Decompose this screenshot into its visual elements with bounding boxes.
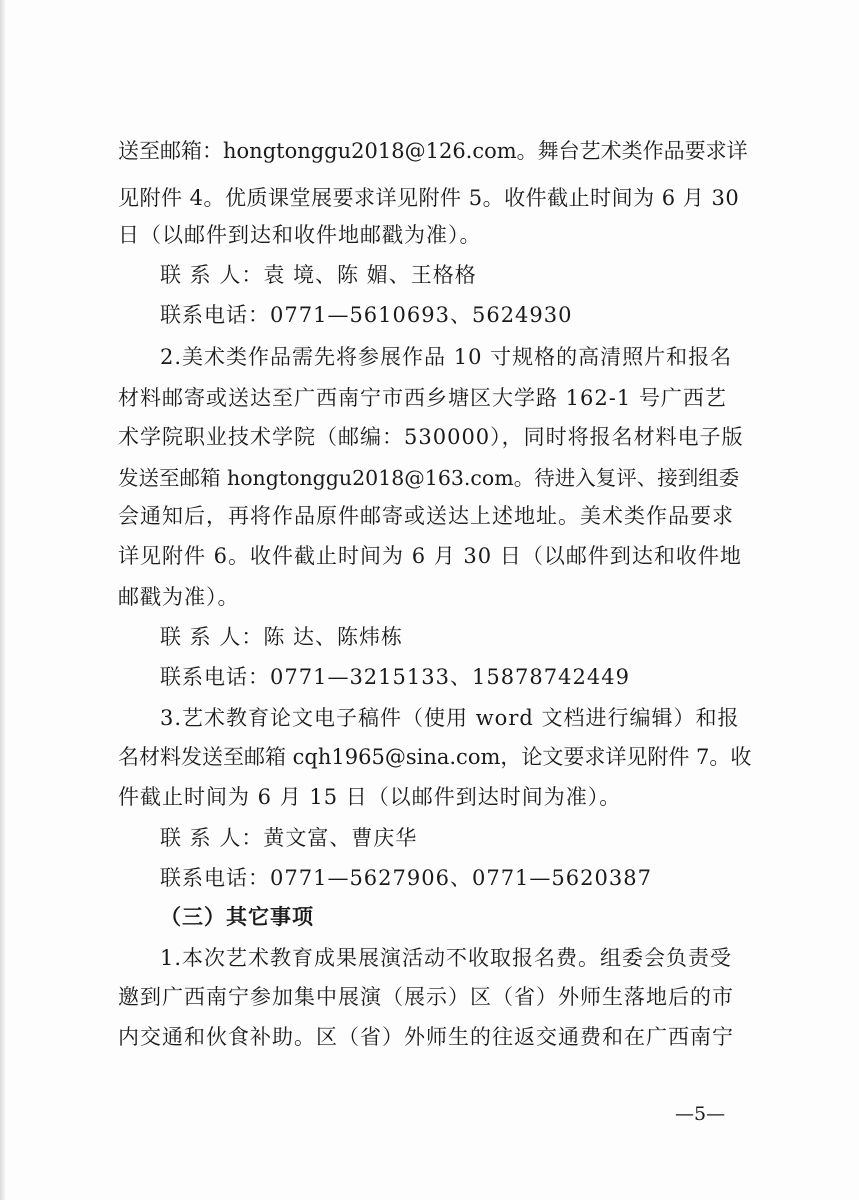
text-line: 送至邮箱：hongtonggu2018@126.com。舞台艺术类作品要求详 (118, 139, 748, 163)
text-line: 会通知后，再将作品原件邮寄或送达上述地址。美术类作品要求 (118, 504, 734, 528)
page-number: —5— (675, 1103, 726, 1125)
text-line: 术学院职业技术学院（邮编：530000），同时将报名材料电子版 (118, 425, 744, 449)
text-line: 2.美术类作品需先将参展作品 10 寸规格的高清照片和报名 (160, 345, 733, 369)
phone-line: 联系电话：0771—3215133、15878742449 (160, 665, 630, 689)
text-line: 邀到广西南宁参加集中展演（展示）区（省）外师生落地后的市 (118, 985, 734, 1009)
contact-line: 联 系 人：陈 达、陈炜栋 (160, 625, 404, 649)
text-line: 详见附件 6。收件截止时间为 6 月 30 日（以邮件到达和收件地 (118, 544, 742, 568)
text-line: 件截止时间为 6 月 15 日（以邮件到达时间为准）。 (118, 785, 622, 809)
section-heading: （三）其它事项 (160, 904, 314, 929)
text-line: 发送至邮箱 hongtonggu2018@163.com。待进入复评、接到组委 (118, 466, 740, 490)
text-line: 1.本次艺术教育成果展演活动不收取报名费。组委会负责受 (160, 946, 733, 970)
text-line: 3.艺术教育论文电子稿件（使用 word 文档进行编辑）和报 (160, 706, 740, 730)
text-line: 邮戳为准）。 (118, 585, 240, 609)
text-line: 见附件 4。优质课堂展要求详见附件 5。收件截止时间为 6 月 30 (118, 186, 740, 210)
text-line: 材料邮寄或送达至广西南宁市西乡塘区大学路 162-1 号广西艺 (118, 386, 727, 410)
contact-line: 联 系 人：袁 境、陈 媚、王格格 (160, 263, 477, 287)
contact-line: 联 系 人：黄文富、曹庆华 (160, 826, 418, 850)
text-line: 名材料发送至邮箱 cqh1965@sina.com，论文要求详见附件 7。收 (118, 745, 752, 769)
text-line: 内交通和伙食补助。区（省）外师生的往返交通费和在广西南宁 (118, 1025, 734, 1049)
phone-line: 联系电话：0771—5627906、0771—5620387 (160, 866, 652, 890)
phone-line: 联系电话：0771—5610693、5624930 (160, 303, 573, 327)
text-line: 日（以邮件到达和收件地邮戳为准）。 (118, 223, 482, 247)
